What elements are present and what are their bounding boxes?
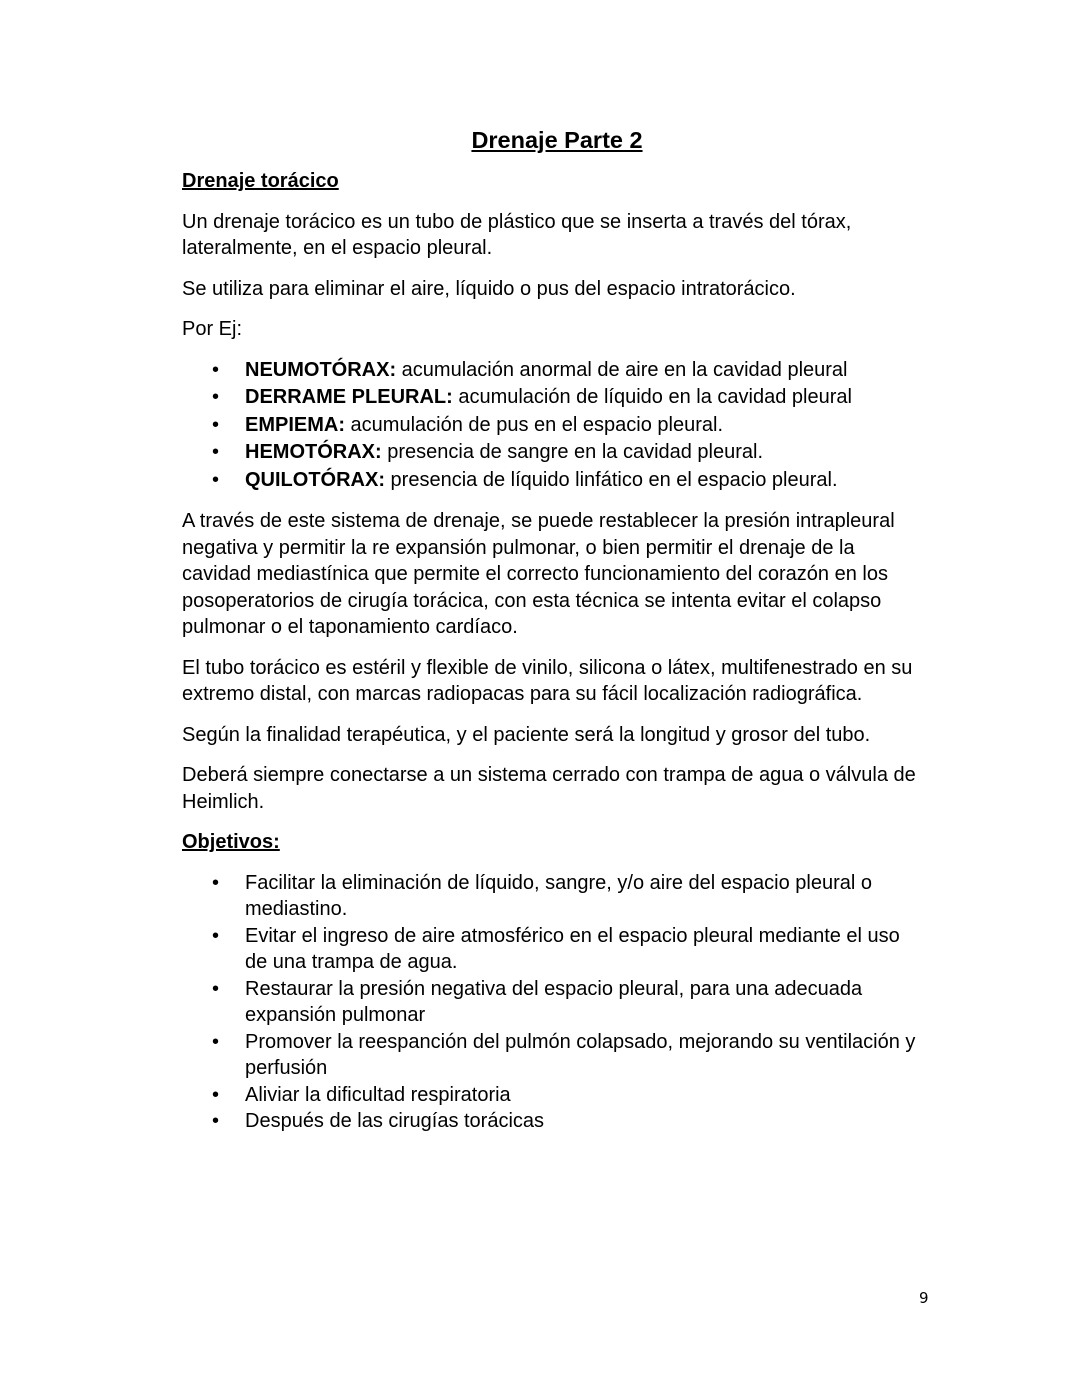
list-item: • Restaurar la presión negativa del espacio pleural, para una adecuada expansión pulmonar <box>212 977 863 1026</box>
list-item: • QUILOTÓRAX: presencia de líquido linfático en el espacio pleural. <box>212 468 838 491</box>
section-heading: Drenaje torácico <box>182 170 339 192</box>
paragraph: Deberá siempre conectarse a un sistema cerrado con trampa de agua o válvula de Heimlich. <box>182 764 916 813</box>
list-item: • EMPIEMA: acumulación de pus en el espacio pleural. <box>212 413 724 436</box>
paragraph: Se utiliza para eliminar el aire, líquido o pus del espacio intratorácico. <box>182 277 796 300</box>
page-number: 9 <box>919 1289 929 1307</box>
paragraph: El tubo torácico es estéril y flexible de vinilo, silicona o látex, multifenestrado en su extremo distal, con marcas radiopacas para su fácil localización radiográfica. <box>182 656 913 705</box>
list-item: • DERRAME PLEURAL: acumulación de líquido en la cavidad pleural <box>212 386 852 408</box>
objetivos-list <box>182 870 917 1135</box>
list-item: • Evitar el ingreso de aire atmosférico en el espacio pleural mediante el uso de una trampa de agua. <box>212 924 900 973</box>
document-page <box>182 126 942 1135</box>
list-item: • Después de las cirugías torácicas <box>212 1110 545 1132</box>
paragraph: Por Ej: <box>182 318 243 340</box>
objetivos-heading: Objetivos: <box>182 831 280 853</box>
list-item: • HEMOTÓRAX: presencia de sangre en la cavidad pleural. <box>212 441 764 463</box>
paragraph: A través de este sistema de drenaje, se puede restablecer la presión intrapleural negativa y permitir la re expansión pulmonar, o bien permitir el drenaje de la cavidad mediastínica que permite el correcto funcionamiento del corazón en los posoperatorios de cirugía torácica, con esta técnica se intenta evitar el colapso pulmonar o el taponamiento cardíaco. <box>182 510 895 638</box>
list-item: • Facilitar la eliminación de líquido, sangre, y/o aire del espacio pleural o mediastino. <box>212 871 873 920</box>
page-title: Drenaje Parte 2 <box>471 127 643 153</box>
list-item: • Promover la reespanción del pulmón colapsado, mejorando su ventilación y perfusión <box>212 1030 916 1079</box>
definition-list <box>182 357 942 495</box>
list-item: • NEUMOTÓRAX: acumulación anormal de aire en la cavidad pleural <box>212 358 848 381</box>
paragraph: Según la finalidad terapéutica, y el paciente será la longitud y grosor del tubo. <box>182 723 871 746</box>
list-item: • Aliviar la dificultad respiratoria <box>212 1083 511 1106</box>
paragraph: Un drenaje torácico es un tubo de plástico que se inserta a través del tórax, lateralmente, en el espacio pleural. <box>182 210 852 259</box>
